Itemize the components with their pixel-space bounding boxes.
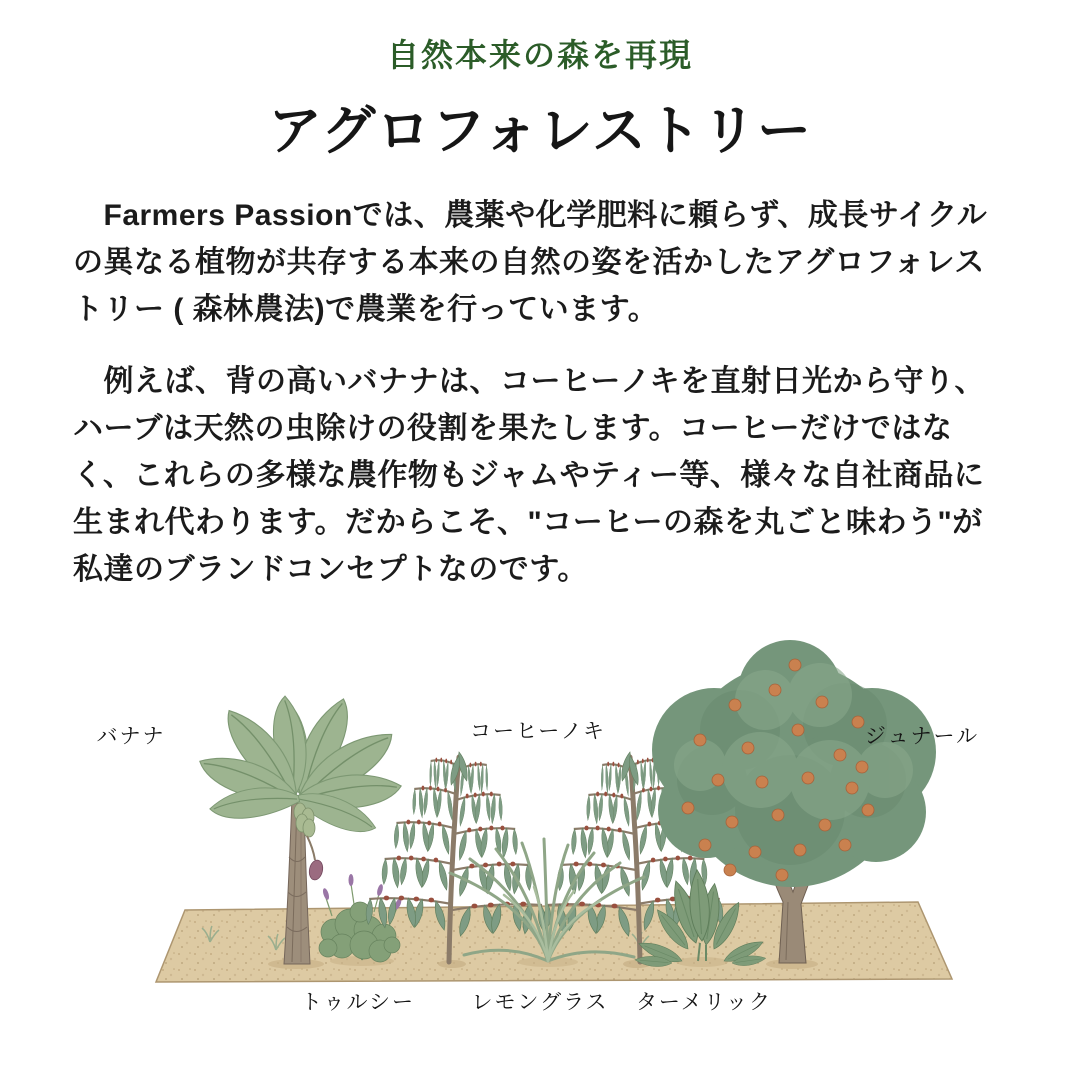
label-lemongrass: レモングラス (471, 991, 609, 1014)
example-paragraph (73, 358, 1007, 593)
text-line: く、これらの多様な農作物もジャムやティー等、様々な自社商品に (73, 459, 985, 492)
label-coffee-tree: コーヒーノキ (470, 720, 606, 743)
label-tulsi: トゥルシー (301, 991, 415, 1014)
text-line: 生まれ代わります。だからこそ、"コーヒーの森を丸ごと味わう"が (73, 506, 983, 539)
text-line: 私達のブランドコンセプトなのです。 (73, 553, 588, 586)
label-junar: ジュナール (864, 725, 980, 748)
label-banana: バナナ (96, 725, 166, 748)
text-line: Farmers Passionでは、農薬や化学肥料に頼らず、成長サイクル (73, 199, 988, 232)
text-line: トリー ( 森林農法)で農業を行っています。 (73, 293, 659, 326)
text-line: の異なる植物が共存する本来の自然の姿を活かしたアグロフォレス (73, 246, 985, 279)
label-turmeric: ターメリック (635, 991, 773, 1014)
tagline: 自然本来の森を再現 (386, 37, 693, 73)
text-line: ハーブは天然の虫除けの役割を果たします。コーヒーだけではな (73, 412, 953, 445)
intro-paragraph (73, 192, 1007, 333)
page-title: アグロフォレストリー (267, 101, 813, 161)
agroforestry-illustration (0, 630, 1080, 1060)
text-line: 例えば、背の高いバナナは、コーヒーノキを直射日光から守り、 (73, 365, 985, 398)
